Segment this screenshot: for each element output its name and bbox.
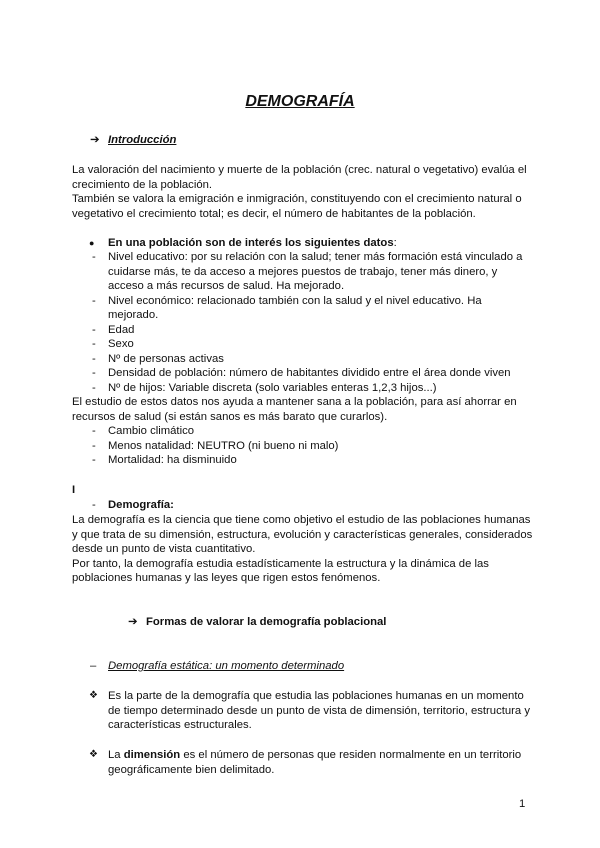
demografia-line: desde un punto de vista cuantitativo. xyxy=(72,543,256,555)
diamond-bullet-icon: ❖ xyxy=(89,690,98,701)
list-dash: - xyxy=(92,294,96,307)
list-dash: - xyxy=(92,338,96,350)
study-line: recursos de salud (si están sanos es más barato que curarlos). xyxy=(72,410,388,423)
arrow-icon: ➔ xyxy=(128,616,138,628)
intro-line: También se valora la emigración e inmigración, constituyendo con el crecimiento natural o xyxy=(72,193,522,205)
list-item: Nº de personas activas xyxy=(108,352,224,365)
list-item: Sexo xyxy=(108,338,134,350)
interest-heading-text: En una población son de interés los siguientes datos xyxy=(108,237,394,249)
list-dash: - xyxy=(92,323,96,336)
list-item: Edad xyxy=(108,323,135,336)
list-item: Menos natalidad: NEUTRO (ni bueno ni malo) xyxy=(108,439,339,452)
list-item: Nivel económico: relacionado también con la salud y el nivel educativo. Ha xyxy=(108,294,482,307)
section-heading-introduccion: Introducción xyxy=(108,134,177,146)
diamond-item-line: geográficamente bien delimitado. xyxy=(108,763,275,776)
diamond-item-line: características estructurales. xyxy=(108,719,252,731)
list-item-cont: mejorado. xyxy=(108,309,159,321)
page-title: DEMOGRAFÍA xyxy=(245,93,355,110)
demografia-line: Por tanto, la demografía estudia estadísticamente la estructura y la dinámica de las xyxy=(72,557,489,570)
list-dash: – xyxy=(90,660,97,672)
diamond-text-post: es el número de personas que residen normalmente en un territorio xyxy=(180,749,522,761)
demografia-heading: Demografía: xyxy=(108,499,174,511)
bullet-icon: ● xyxy=(89,238,95,248)
list-dash: - xyxy=(92,454,96,466)
list-dash: - xyxy=(92,439,96,452)
subsection-heading-estatica: Demografía estática: un momento determinado xyxy=(108,660,345,672)
list-dash: - xyxy=(92,367,96,379)
diamond-bullet-icon: ❖ xyxy=(89,749,98,760)
demografia-line: La demografía es la ciencia que tiene como objetivo el estudio de las poblaciones humanas xyxy=(72,514,531,526)
diamond-text-pre: La xyxy=(108,749,124,761)
diamond-item-line xyxy=(108,748,521,763)
list-dash: - xyxy=(92,499,96,511)
list-item: Cambio climático xyxy=(108,425,195,437)
list-dash: - xyxy=(92,251,96,263)
intro-line: vegetativo el crecimiento total; es decir, el número de habitantes de la población. xyxy=(72,207,476,220)
section-marker: I xyxy=(72,484,76,496)
study-line: El estudio de estos datos nos ayuda a mantener sana a la población, para así ahorrar en xyxy=(72,396,517,408)
diamond-item-line: de tiempo determinado desde un punto de vista de dimensión, territorio, estructura y xyxy=(108,704,530,717)
section-heading-formas: Formas de valorar la demografía poblacional xyxy=(146,616,387,628)
list-item: Densidad de población: número de habitantes dividido entre el área donde viven xyxy=(108,367,511,379)
demografia-line: poblaciones humanas y las leyes que rigen estos fenómenos. xyxy=(72,572,381,584)
list-dash: - xyxy=(92,352,96,365)
list-item: Nivel educativo: por su relación con la salud; tener más formación está vinculado a xyxy=(108,251,523,263)
interest-heading xyxy=(108,236,397,251)
demografia-line: y que trata de su dimensión, estructura, evolución y características generales, considerados xyxy=(72,528,533,541)
list-dash: - xyxy=(92,425,96,437)
arrow-icon: ➔ xyxy=(90,134,100,146)
intro-line: La valoración del nacimiento y muerte de la población (crec. natural o vegetativo) evalúa el xyxy=(72,164,527,176)
list-dash: - xyxy=(92,381,96,394)
diamond-item-line: Es la parte de la demografía que estudia las poblaciones humanas en un momento xyxy=(108,690,524,702)
page-number: 1 xyxy=(519,798,526,810)
intro-line: crecimiento de la población. xyxy=(72,178,213,191)
interest-heading-colon: : xyxy=(393,237,397,249)
list-item: Mortalidad: ha disminuido xyxy=(108,454,237,466)
list-item-cont: acceso a más recursos de salud. Ha mejorado. xyxy=(108,280,345,292)
list-item: Nº de hijos: Variable discreta (solo variables enteras 1,2,3 hijos...) xyxy=(108,381,437,394)
list-item-cont: cuidarse más, te da acceso a mejores puestos de trabajo, tener más dinero, y xyxy=(108,265,498,278)
diamond-text-bold: dimensión xyxy=(123,749,181,761)
